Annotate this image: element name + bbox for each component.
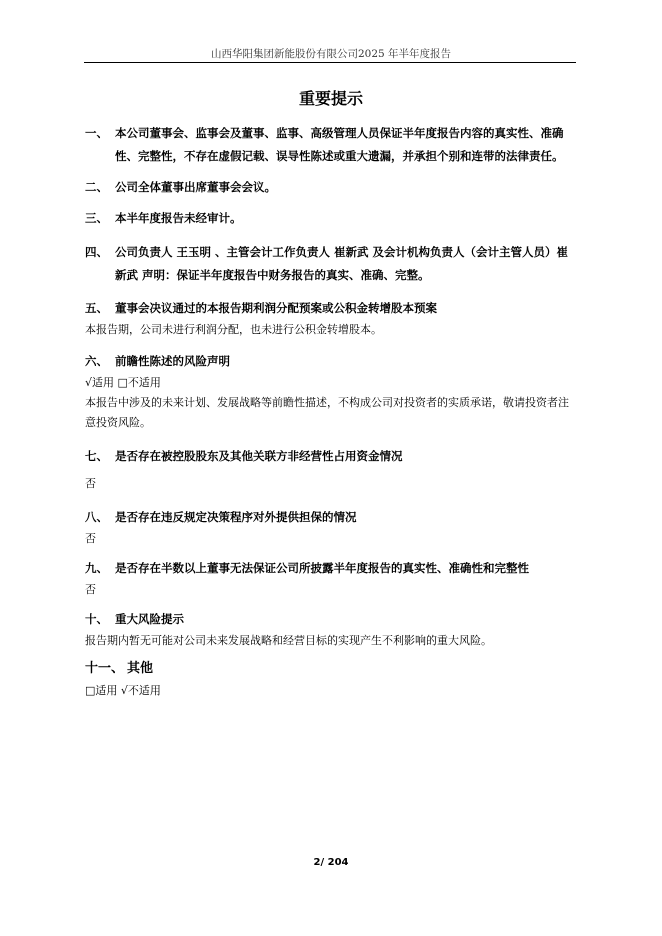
section-number: 十一、 [85, 661, 125, 676]
section-10 [85, 608, 577, 651]
section-number: 三、 [85, 211, 108, 225]
section-number: 六、 [85, 354, 108, 368]
applicability-checkbox: √适用 □不适用 [85, 376, 161, 389]
section-number: 一、 [85, 126, 108, 140]
section-body: 本报告期，公司未进行利润分配，也未进行公积金转增股本。 [85, 323, 382, 336]
section-1 [85, 122, 577, 168]
applicability-checkbox: □适用 √不适用 [85, 684, 161, 697]
section-heading: 公司全体董事出席董事会会议。 [115, 180, 276, 194]
section-number: 九、 [85, 561, 108, 575]
section-body: 报告期内暂无可能对公司未来发展战略和经营目标的实现产生不利影响的重大风险。 [85, 634, 492, 647]
section-body: 否 [85, 477, 96, 490]
section-7 [85, 445, 577, 494]
section-heading: 是否存在被控股股东及其他关联方非经营性占用资金情况 [115, 449, 403, 463]
section-heading: 是否存在违反规定决策程序对外提供担保的情况 [115, 510, 357, 524]
section-number: 四、 [85, 245, 108, 259]
section-heading: 本公司董事会、监事会及董事、监事、高级管理人员保证半年度报告内容的真实性、准确性、完整性，不存在虚假记载、误导性陈述或重大遗漏，并承担个别和连带的法律责任。 [115, 126, 564, 163]
section-2 [85, 176, 577, 199]
section-number: 十、 [85, 612, 108, 626]
section-4 [85, 241, 577, 287]
section-heading: 董事会决议通过的本报告期利润分配预案或公积金转增股本预案 [115, 301, 437, 315]
section-heading: 重大风险提示 [115, 612, 184, 626]
header-divider [84, 62, 576, 63]
section-body: 本报告中涉及的未来计划、发展战略等前瞻性描述，不构成公司对投资者的实质承诺，敬请投资者注意投资风险。 [85, 396, 569, 429]
section-heading: 前瞻性陈述的风险声明 [115, 354, 230, 368]
section-heading: 其他 [127, 661, 154, 676]
section-number: 八、 [85, 510, 108, 524]
section-body: 否 [85, 532, 96, 545]
section-6 [85, 350, 577, 433]
section-9 [85, 557, 577, 600]
section-body: 否 [85, 583, 96, 596]
page-title: 重要提示 [298, 89, 363, 108]
section-3 [85, 207, 577, 230]
section-number: 七、 [85, 449, 108, 463]
notice-content [85, 122, 577, 701]
section-number: 二、 [85, 180, 108, 194]
section-heading: 公司负责人 王玉明 、主管会计工作负责人 崔新武 及会计机构负责人（会计主管人员）崔新武 声明：保证半年度报告中财务报告的真实、准确、完整。 [115, 245, 569, 282]
section-heading: 本半年度报告未经审计。 [115, 211, 242, 225]
running-header: 山西华阳集团新能股份有限公司2025 年半年度报告 [210, 48, 452, 60]
section-number: 五、 [85, 301, 108, 315]
page-number: 2/ 204 [313, 857, 349, 868]
section-5 [85, 297, 577, 340]
section-8 [85, 506, 577, 549]
section-11 [85, 657, 577, 701]
section-heading: 是否存在半数以上董事无法保证公司所披露半年度报告的真实性、准确性和完整性 [115, 561, 529, 575]
